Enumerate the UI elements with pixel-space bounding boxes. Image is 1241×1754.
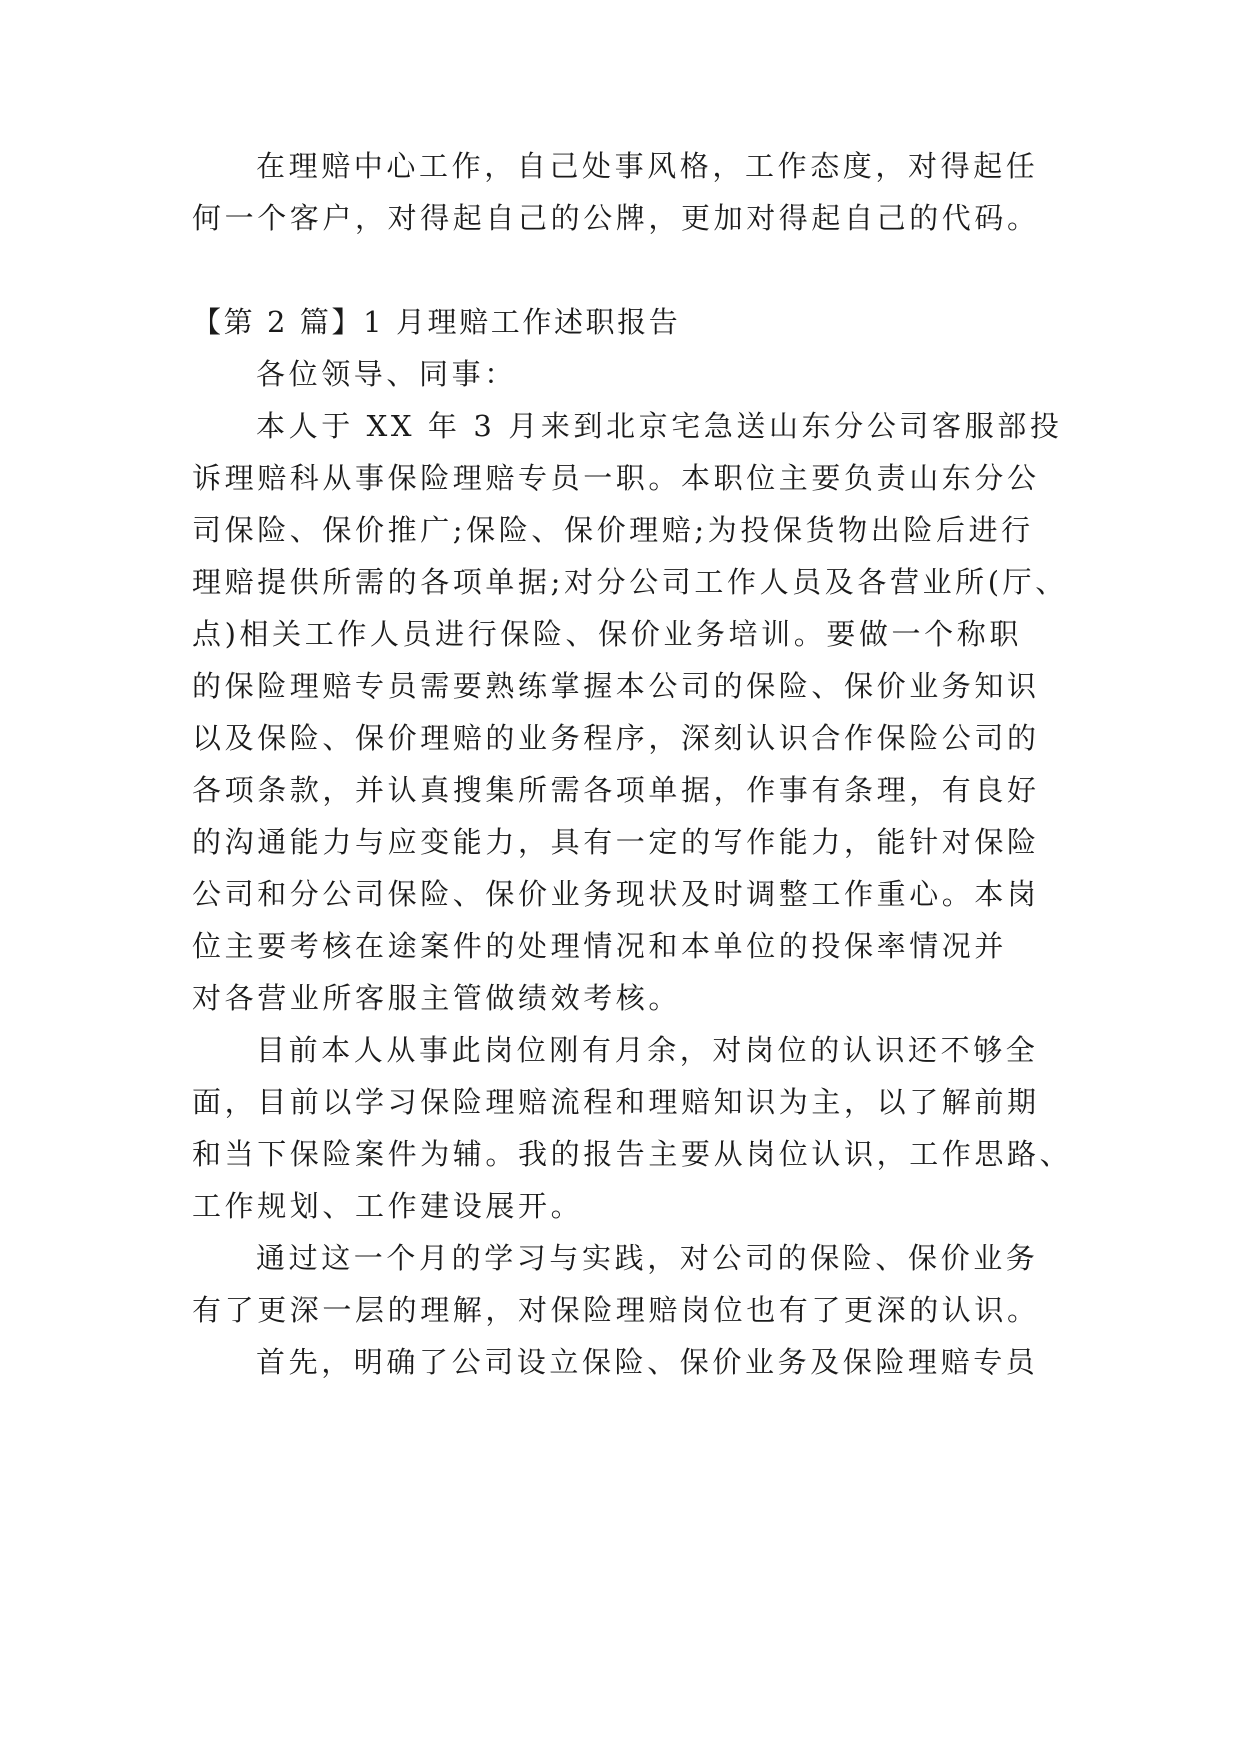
paragraph1-line-7: 以及保险、保价理赔的业务程序，深刻认识合作保险公司的: [192, 721, 1040, 755]
paragraph1-line-9: 的沟通能力与应变能力，具有一定的写作能力，能针对保险: [192, 825, 1040, 859]
paragraph1-line-1: 本人于 XX 年 3 月来到北京宅急送山东分公司客服部投: [256, 409, 1063, 443]
paragraph1-line-12: 对各营业所客服主管做绩效考核。: [192, 981, 682, 1015]
section1-line-1: 在理赔中心工作，自己处事风格，工作态度，对得起任: [256, 149, 1039, 183]
paragraph3-line-2: 有了更深一层的理解，对保险理赔岗位也有了更深的认识。: [192, 1293, 1040, 1327]
paragraph2-line-3: 和当下保险案件为辅。我的报告主要从岗位认识，工作思路、: [192, 1137, 1073, 1171]
paragraph1-line-2: 诉理赔科从事保险理赔专员一职。本职位主要负责山东分公: [192, 461, 1040, 495]
paragraph1-line-10: 公司和分公司保险、保价业务现状及时调整工作重心。本岗: [192, 877, 1040, 911]
paragraph1-line-11: 位主要考核在途案件的处理情况和本单位的投保率情况并: [192, 929, 1008, 963]
salutation: 各位领导、同事：: [256, 357, 517, 391]
paragraph4-line-1: 首先，明确了公司设立保险、保价业务及保险理赔专员: [256, 1345, 1039, 1379]
paragraph2-line-2: 面，目前以学习保险理赔流程和理赔知识为主，以了解前期: [192, 1085, 1040, 1119]
section-heading: 【第 2 篇】1 月理赔工作述职报告: [192, 305, 681, 339]
paragraph1-line-3: 司保险、保价推广;保险、保价理赔;为投保货物出险后进行: [192, 513, 1034, 547]
paragraph2-line-1: 目前本人从事此岗位刚有月余，对岗位的认识还不够全: [256, 1033, 1039, 1067]
section1-line-2: 何一个客户，对得起自己的公牌，更加对得起自己的代码。: [192, 201, 1040, 235]
paragraph1-line-5: 点)相关工作人员进行保险、保价业务培训。要做一个称职: [192, 617, 1022, 651]
paragraph1-line-8: 各项条款，并认真搜集所需各项单据，作事有条理，有良好: [192, 773, 1040, 807]
paragraph1-line-4: 理赔提供所需的各项单据;对分公司工作人员及各营业所(厅、: [192, 565, 1068, 599]
paragraph2-line-4: 工作规划、工作建设展开。: [192, 1189, 584, 1223]
paragraph3-line-1: 通过这一个月的学习与实践，对公司的保险、保价业务: [256, 1241, 1039, 1275]
paragraph1-line-6: 的保险理赔专员需要熟练掌握本公司的保险、保价业务知识: [192, 669, 1040, 703]
